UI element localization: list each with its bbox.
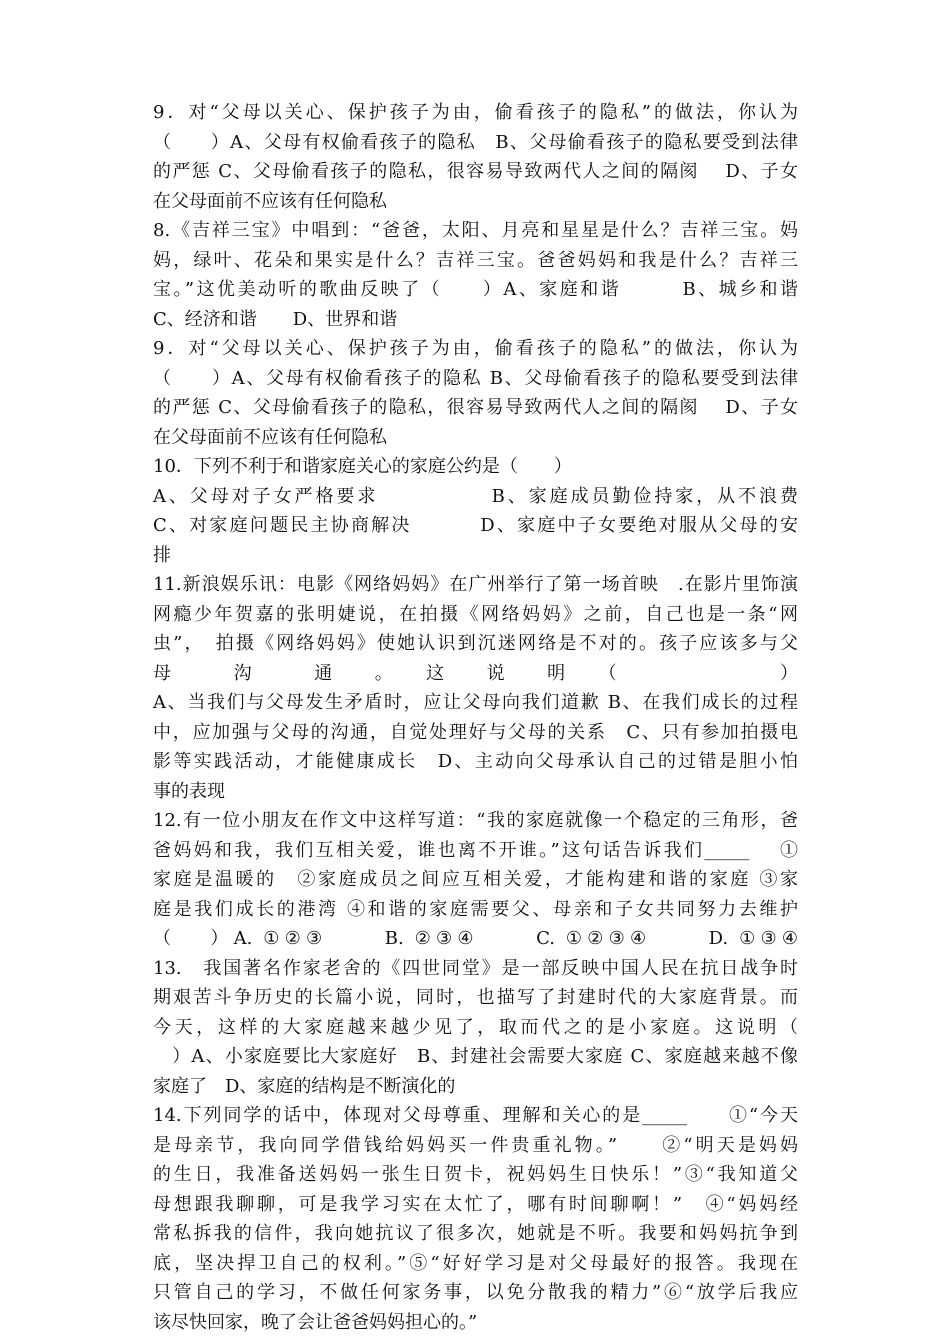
text-line: 的严惩 C、父母偷看孩子的隐私，很容易导致两代人之间的隔阂 D、子女 <box>153 393 798 423</box>
text-line: 11.新浪娱乐讯：电影《网络妈妈》在广州举行了第一场首映 .在影片里饰演 <box>153 570 798 600</box>
text-line: 家庭了 D、家庭的结构是不断演化的 <box>153 1072 798 1102</box>
text-line: 爸妈妈和我，我们互相关爱，谁也离不开谁。”这句话告诉我们_____ ① <box>153 836 798 866</box>
text-line: 母 沟 通 。 这 说 明 （ ） <box>153 659 798 689</box>
text-line: 13. 我国著名作家老舍的《四世同堂》是一部反映中国人民在抗日战争时 <box>153 954 798 984</box>
text-line: 9．对“父母以关心、保护孩子为由，偷看孩子的隐私”的做法，你认为 <box>153 98 798 128</box>
text-line: 虫”， 拍摄《网络妈妈》使她认识到沉迷网络是不对的。孩子应该多与父 <box>153 629 798 659</box>
text-line: 10．下列不利于和谐家庭关心的家庭公约是（ ） <box>153 452 798 482</box>
text-line: 是母亲节，我向同学借钱给妈妈买一件贵重礼物。” ②“明天是妈妈 <box>153 1131 798 1161</box>
text-line: 9．对“父母以关心、保护孩子为由，偷看孩子的隐私”的做法，你认为 <box>153 334 798 364</box>
text-line: C、经济和谐 D、世界和谐 <box>153 305 798 335</box>
text-line: 14.下列同学的话中，体现对父母尊重、理解和关心的是_____ ①“今天 <box>153 1101 798 1131</box>
text-line: ）A、小家庭要比大家庭好 B、封建社会需要大家庭 C、家庭越来越不像 <box>153 1042 798 1072</box>
text-line: 母想跟我聊聊，可是我学习实在太忙了，哪有时间聊啊！” ④“妈妈经 <box>153 1190 798 1220</box>
text-line: 宝。”这优美动听的歌曲反映了（ ）A、家庭和谐 B、城乡和谐 <box>153 275 798 305</box>
text-line: 期艰苦斗争历史的长篇小说，同时，也描写了封建时代的大家庭背景。而 <box>153 983 798 1013</box>
text-line: 中，应加强与父母的沟通，自觉处理好与父母的关系 C、只有参加拍摄电 <box>153 718 798 748</box>
text-line: 网瘾少年贺嘉的张明婕说，在拍摄《网络妈妈》之前，自己也是一条“网 <box>153 600 798 630</box>
text-line: （ ）A、父母有权偷看孩子的隐私 B、父母偷看孩子的隐私要受到法律 <box>153 364 798 394</box>
text-line: A、当我们与父母发生矛盾时，应让父母向我们道歉 B、在我们成长的过程 <box>153 688 798 718</box>
text-line: 在父母面前不应该有任何隐私 <box>153 423 798 453</box>
text-line: （ ）A. ①②③ B. ②③④ C. ①②③④ D. ①③④ <box>153 924 798 954</box>
text-line: （ ）A、父母有权偷看孩子的隐私 B、父母偷看孩子的隐私要受到法律 <box>153 128 798 158</box>
text-line: 常私拆我的信件，我向她抗议了很多次，她就是不听。我要和妈妈抗争到 <box>153 1219 798 1249</box>
text-line: 的严惩 C、父母偷看孩子的隐私，很容易导致两代人之间的隔阂 D、子女 <box>153 157 798 187</box>
text-line: 的生日，我准备送妈妈一张生日贺卡，祝妈妈生日快乐！”③“我知道父 <box>153 1160 798 1190</box>
text-line: 事的表现 <box>153 777 798 807</box>
text-line: 该尽快回家，晚了会让爸爸妈妈担心的。” <box>153 1308 798 1337</box>
text-line: 排 <box>153 541 798 571</box>
document-text <box>153 98 798 1337</box>
text-line: C、对家庭问题民主协商解决 D、家庭中子女要绝对服从父母的安 <box>153 511 798 541</box>
text-line: 妈，绿叶、花朵和果实是什么？吉祥三宝。爸爸妈妈和我是什么？吉祥三 <box>153 246 798 276</box>
text-line: 只管自己的学习，不做任何家务事，以免分散我的精力”⑥“放学后我应 <box>153 1278 798 1308</box>
text-line: A、父母对子女严格要求 B、家庭成员勤俭持家，从不浪费 <box>153 482 798 512</box>
text-line: 今天，这样的大家庭越来越少见了，取而代之的是小家庭。这说明（ <box>153 1013 798 1043</box>
text-line: 影等实践活动，才能健康成长 D、主动向父母承认自己的过错是胆小怕 <box>153 747 798 777</box>
text-line: 8.《吉祥三宝》中唱到：“爸爸，太阳、月亮和星星是什么？吉祥三宝。妈 <box>153 216 798 246</box>
text-line: 底，坚决捍卫自己的权利。”⑤“好好学习是对父母最好的报答。我现在 <box>153 1249 798 1279</box>
text-line: 庭是我们成长的港湾 ④和谐的家庭需要父、母亲和子女共同努力去维护 <box>153 895 798 925</box>
text-line: 在父母面前不应该有任何隐私 <box>153 187 798 217</box>
text-line: 12.有一位小朋友在作文中这样写道：“我的家庭就像一个稳定的三角形，爸 <box>153 806 798 836</box>
text-line: 家庭是温暖的 ②家庭成员之间应互相关爱，才能构建和谐的家庭 ③家 <box>153 865 798 895</box>
